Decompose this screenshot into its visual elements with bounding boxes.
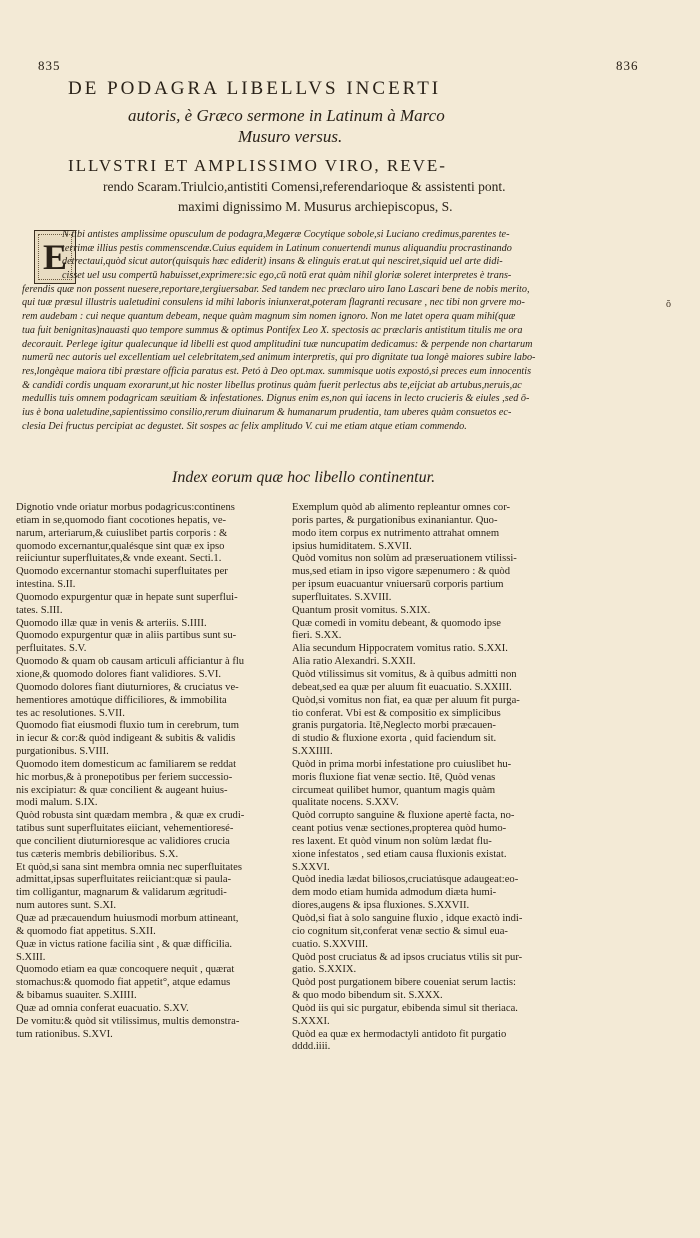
index-entry-line: qualitate nocens. S.XXV. xyxy=(292,797,399,809)
index-entry-line: Quæ ad omnia conferat euacuatio. S.XV. xyxy=(16,1002,189,1014)
page-number-left: 835 xyxy=(38,58,61,73)
index-entry-line: Exemplum quòd ab alimento repleantur omnes cor- xyxy=(292,502,511,513)
decorated-initial: E xyxy=(34,230,76,284)
index-entry-line: Quomodo etiam ea quæ concoquere nequit , quærat xyxy=(16,964,235,976)
index-entry-line: poris partes, & purgationibus exinaniantur. Quo- xyxy=(292,514,498,526)
index-entry-line: Quòd,si fiat à solo sanguine fluxio , idque exactò indi- xyxy=(292,913,523,924)
index-column-right xyxy=(292,502,579,1054)
index-entry-line: num autores sunt. S.XI. xyxy=(16,900,117,912)
index-entry-line: tum rationibus. S.XVI. xyxy=(16,1028,113,1040)
index-entry-line: Quòd iis qui sic purgatur, ebibenda simul sit theriaca. xyxy=(292,1002,518,1014)
dedication-line-2: rendo Scaram.Triulcio,antistiti Comensi,referendarioque & assistenti pont. xyxy=(103,179,506,194)
index-entry-line: cuatio. S.XXVIII. xyxy=(292,938,368,950)
index-entry-line: Quòd inedia lædat biliosos,cruciatúsque adaugeat:eo- xyxy=(292,874,519,886)
index-entry-line: per ipsum euacuantur vniuersarū corporis partium xyxy=(292,579,504,591)
index-entry-line: & bibamus suauiter. S.XIIII. xyxy=(16,990,137,1002)
index-entry-line: Quòd post cruciatus & ad ipsos cruciatus vtilis sit pur- xyxy=(292,951,523,963)
index-entry-line: in iecur & cor:& quòd indigeant & subitis & validis xyxy=(16,733,236,745)
letter-line: tua fuit benignitas)nauasti quo tempore summus & optimus Pontifex Leo X. spectosis ac præclaris antistitum titulis me ora xyxy=(22,324,523,336)
letter-line: terrimæ illius pestis commenscendæ.Cuius equidem in Latinum conuertendi munus aliquandiu procrastinando xyxy=(62,242,512,254)
index-entry-line: ceant potius venæ sectiones,propterea quòd humo- xyxy=(292,823,507,835)
letter-line: numerū nec autoris uel excellentiam uel celebritatem,sed animum interpretis, qui pro dignitate tua longè maiores subire labo- xyxy=(22,352,536,364)
index-entry-line: Quantum prosit vomitus. S.XIX. xyxy=(292,604,431,616)
index-title: Index eorum quæ hoc libello continentur. xyxy=(172,469,436,486)
index-entry-line: quomodo excernantur,qualésque sint quæ ex ipso xyxy=(16,540,225,552)
index-entry-line: Et quòd,si sana sint membra omnia nec superfluitates xyxy=(16,861,242,873)
index-entry-line: Quomodo item domesticum ac familiarem se reddat xyxy=(16,758,237,770)
title-line-2: autoris, è Græco sermone in Latinum à Marco xyxy=(128,106,445,125)
index-entry-line: Dignotio vnde oriatur morbus podagricus:continens xyxy=(16,502,235,513)
index-entry-line: perfluitates. S.V. xyxy=(16,643,87,655)
index-entry-line: De vomitu:& quòd sit vtilissimus, multis demonstra- xyxy=(16,1015,240,1027)
index-entry-line: tio conferat. Vbi est & compositio ex simplicibus xyxy=(292,707,501,719)
index-entry-line: admittat,ipsas superfluitates reiiciant:quæ si paula- xyxy=(16,874,232,886)
letter-line: ferendis quæ non possent nuesere,reportare,tergiuersabar. Sed tandem nec præclaro uiro Iano Lascari bene de nobis merito, xyxy=(22,283,530,295)
letter-line: & candidi cordis unquam exorarunt,ut hic noster libellus protinus quàm fuerit perlectus abs te,eijciat ab artubus,neruis,ac xyxy=(22,379,522,391)
index-entry-line: Quæ in victus ratione facilia sint , & quæ difficilia. xyxy=(16,938,233,950)
index-entry-line: moris fluxione fiat venæ sectio. Itē, Quòd venas xyxy=(292,771,496,783)
index-entry-line: S.XXIIII. xyxy=(292,746,333,758)
index-entry-line: superfluitates. S.XVIII. xyxy=(292,591,392,603)
index-entry-line: xione infestatos , sed etiam causa fluxionis existat. xyxy=(292,848,507,860)
index-entry-line: Quòd ea quæ ex hermodactyli antidoto fit purgatio xyxy=(292,1028,507,1040)
index-entry-line: diores,augens & ipsa fluxiones. S.XXVII. xyxy=(292,900,470,912)
index-entry-line: ipsius humiditatem. S.XVII. xyxy=(292,540,412,552)
index-entry-line: Quòd in prima morbi infestatione pro cuiuslibet hu- xyxy=(292,758,512,770)
index-entry-line: Quòd post purgationem bibere coueniat serum lactis: xyxy=(292,977,516,989)
index-entry-line: Quomodo fiat eiusmodi fluxio tum in cerebrum, tum xyxy=(16,720,240,732)
index-entry-line: S.XXVI. xyxy=(292,861,330,873)
index-entry-line: Quomodo dolores fiant diuturniores, & cruciatus ve- xyxy=(16,681,239,693)
index-entry-line: Quæ comedi in vomitu debeant, & quomodo ipse xyxy=(292,617,501,629)
title-line-1: DE PODAGRA LIBELLVS INCERTI xyxy=(68,78,442,99)
index-entry-line: S.XIII. xyxy=(16,951,46,963)
index-entry-line: modo item corpus ex nutrimento attrahat omnem xyxy=(292,527,500,539)
letter-line: qui tuæ præsul illustris ualetudini consulens id mihi laboris iniunxerat,poteram flagranti recusare , nec tibi non grvere mo- xyxy=(22,297,525,309)
index-entry-line: Quomodo expurgentur quæ in aliis partibus sunt su- xyxy=(16,630,237,642)
letter-line: medullis tuis omnem podagricam sæuitiam & infestationes. Dignus enim es,non qui iacens in lecto crucieris & eiules ,sed ō- xyxy=(22,393,530,405)
index-entry-line: Alia ratio Alexandri. S.XXII. xyxy=(292,656,416,668)
page-number-right: 836 xyxy=(616,58,639,73)
index-entry-line: dddd.iiii. xyxy=(292,1041,331,1053)
index-entry-line: tatibus sunt superfluitates eiiciant, vehementioresé- xyxy=(16,823,234,835)
index-entry-line: res laxent. Et quòd vinum non solùm lædat flu- xyxy=(292,835,492,847)
title-line-3: Musuro versus. xyxy=(238,127,343,146)
index-entry-line: Quomodo expurgentur quæ in hepate sunt superflui- xyxy=(16,591,238,603)
index-entry-line: & quomodo fiat appetitus. S.XII. xyxy=(16,925,156,937)
index-entry-line: circumeat quilibet humor, quantum magis quàm xyxy=(292,784,496,796)
index-entry-line: nis excipiatur: & quæ concilient & augeant huius- xyxy=(16,784,228,796)
index-entry-line: hic morbus,& à pronepotibus per feriem successio- xyxy=(16,771,233,783)
index-entry-line: gatio. S.XXIX. xyxy=(292,964,357,976)
index-entry-line: Quòd vtilissimus sit vomitus, & à quibus admitti non xyxy=(292,668,517,680)
index-entry-line: narum, arteriarum,& cuiuslibet partis corporis : & xyxy=(16,527,228,539)
index-entry-line: Alia secundum Hippocratem vomitus ratio. S.XXI. xyxy=(292,643,508,655)
index-entry-line: stomachus:& quomodo fiat appetit°, atque edamus xyxy=(16,977,231,989)
index-entry-line: S.XXXI. xyxy=(292,1015,330,1027)
dedication-line-3: maximi dignissimo M. Musurus archiepiscopus, S. xyxy=(178,199,453,214)
dedicatory-letter xyxy=(22,228,672,433)
index-entry-line: tates. S.III. xyxy=(16,604,63,616)
index-column-left xyxy=(16,502,284,1041)
letter-line: detrectaui,quòd sicut autor(quisquis hæc ediderit) insans & elinguis erat.ut qui nesciret,siquid uel arte didi- xyxy=(62,256,503,268)
index-entry-line: Quòd robusta sint quædam membra , & quæ ex crudi- xyxy=(16,810,245,822)
index-entry-line: xione,& quomodo dolores fiant validiores. S.VI. xyxy=(16,668,222,680)
index-entry-line: que concilient diuturnioresque ac validiores crucia xyxy=(16,835,230,847)
index-entry-line: Quæ ad præcauendum huiusmodi morbum attineant, xyxy=(16,913,239,924)
index-entry-line: mus,sed etiam in ipso vigore sæpenumero : & quòd xyxy=(292,566,511,578)
index-entry-line: di studio & fluxione exorta , quid faciendum sit. xyxy=(292,733,497,745)
index-entry-line: Quomodo excernantur stomachi superfluitates per xyxy=(16,566,228,578)
letter-line: rem audebam : cui neque quantum debeam, neque quàm magnum sim nomen ignoro. Non me latet opera quam mihi(quæ xyxy=(22,311,516,323)
index-entry-line: tes ac resolutiones. S.VII. xyxy=(16,707,125,719)
index-entry-line: Quòd,si vomitus non fiat, ea quæ per aluum fit purga- xyxy=(292,694,520,706)
letter-line: clesia Dei fructus percipiat ac degustet. Sit sospes ac felix amplitudo V. cui me etiam atque etiam commendo. xyxy=(22,420,467,432)
index-entry-line: purgationibus. S.VIII. xyxy=(16,746,109,758)
index-entry-line: & quo modo bibendum sit. S.XXX. xyxy=(292,990,443,1002)
index-entry-line: dem modo etiam humida admodum diæta humi- xyxy=(292,887,497,899)
index-entry-line: Quomodo & quam ob causam articuli afficiantur à flu xyxy=(16,656,245,668)
letter-line: res,longèque maiora tibi præstare officia paratus est. Petó à Deo opt.max. summisque uotis expostó,si preces eum innocentis xyxy=(22,365,532,377)
margin-mark: ŏ xyxy=(666,299,671,310)
index-entry-line: etiam in se,quomodo fiant cocotiones hepatis, ve- xyxy=(16,514,227,526)
index-entry-line: intestina. S.II. xyxy=(16,579,76,591)
index-entry-line: tim colligantur, magnarum & validarum ægritudi- xyxy=(16,887,227,899)
index-entry-line: Quomodo illæ quæ in venis & arteriis. S.IIII. xyxy=(16,617,207,629)
index-entry-line: Quòd corrupto sanguine & fluxione apertè facta, no- xyxy=(292,810,515,822)
letter-line: ius è bona ualetudine,sapientissimo consilio,rerum diuinarum & humanarum prudentia, tam uberes quàm consuetos ec- xyxy=(22,406,512,418)
index-entry-line: tus cæteris membris debilioribus. S.X. xyxy=(16,848,179,860)
index-entry-line: debeat,sed ea quæ per aluum fit euacuatio. S.XXIII. xyxy=(292,681,512,693)
letter-line: N tibi antistes amplissime opusculum de podagra,Megæræ Cocytique sobole,si Luciano credimus,parentes te- xyxy=(62,229,510,240)
index-entry-line: Quòd vomitus non solùm ad præseruationem vtilissi- xyxy=(292,553,517,565)
index-entry-line: granis purgatoria. Itē,Neglecto morbi præcauen- xyxy=(292,720,496,732)
letter-line: cisset uel usu compertū habuisset,exprimere:sic ego,cū notū erat quàm nihil gloriæ soleret interpretes è trans- xyxy=(62,270,512,282)
index-entry-line: reiiciuntur superfluitates,& vnde exeant. Secti.1. xyxy=(16,553,222,565)
index-entry-line: hementiores amotúque difficiliores, & immobilita xyxy=(16,694,227,706)
dedication-line-1: ILLVSTRI ET AMPLISSIMO VIRO, REVE- xyxy=(68,156,447,175)
index-entry-line: modi malum. S.IX. xyxy=(16,797,98,809)
index-entry-line: cio cognitum sit,conferat venæ sectio & simul eua- xyxy=(292,925,508,937)
index-entry-line: fieri. S.XX. xyxy=(292,630,342,642)
letter-line: decorauit. Perlege igitur qualecunque id libelli est quod amplitudini tuæ nuncupatim dedicamus: & perpende non chartarum xyxy=(22,338,533,350)
